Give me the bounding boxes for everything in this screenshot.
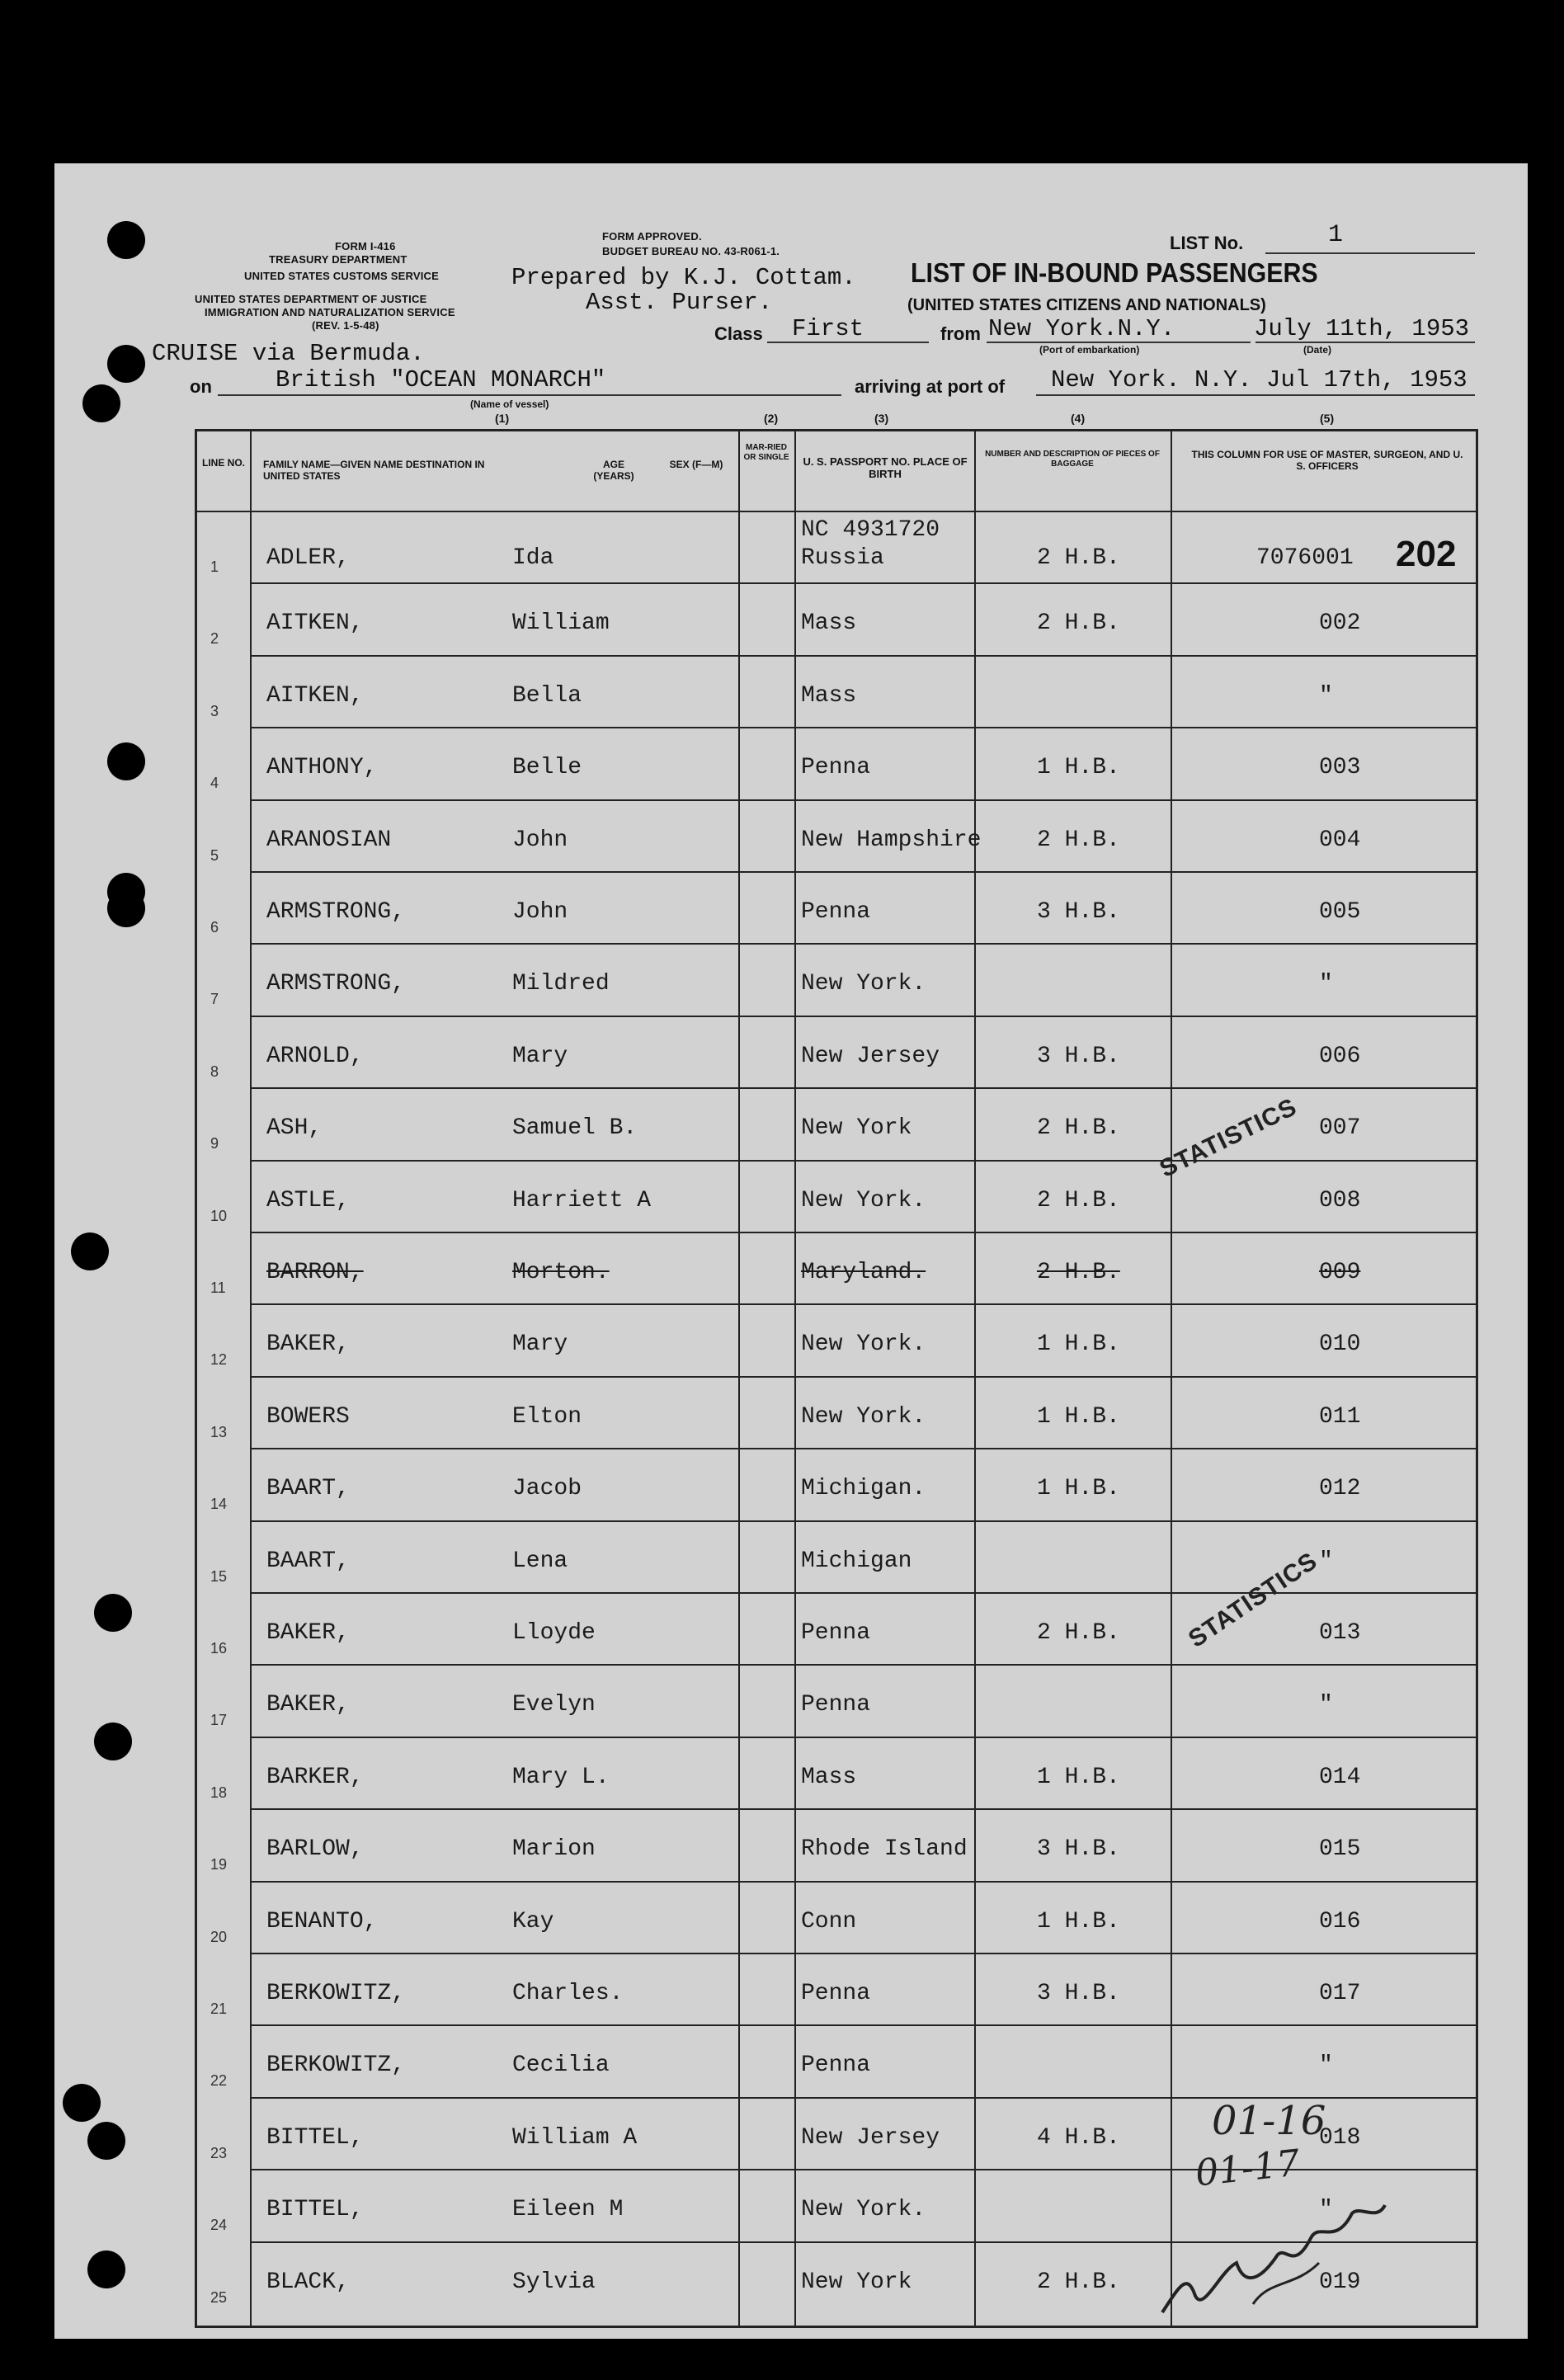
family-name: ARMSTRONG,	[266, 971, 406, 997]
punch-hole	[63, 2084, 101, 2122]
punch-hole	[107, 742, 145, 780]
statistics-stamp: STATISTICS	[1155, 1093, 1302, 1183]
baggage: 3 H.B.	[1037, 1043, 1120, 1069]
baggage: 1 H.B.	[1037, 1403, 1120, 1430]
place-of-birth: New York.	[801, 971, 926, 997]
given-name: Jacob	[512, 1476, 582, 1502]
place-of-birth: Maryland.	[801, 1260, 926, 1285]
port-caption: (Port of embarkation)	[1039, 344, 1140, 356]
table-row	[197, 1376, 1476, 1448]
given-name: Mildred	[512, 971, 610, 997]
line-number: 21	[210, 2001, 228, 2017]
punch-hole	[107, 345, 145, 383]
vessel-name: British "OCEAN MONARCH"	[276, 366, 606, 394]
table-row	[197, 582, 1476, 654]
family-name: BERKOWITZ,	[266, 2052, 406, 2079]
place-of-birth: New York.	[801, 1331, 926, 1358]
given-name: Marion	[512, 1836, 596, 1863]
rev-date: (REV. 1-5-48)	[312, 319, 379, 332]
officer-number: "	[1319, 682, 1333, 709]
table-row	[197, 1160, 1476, 1232]
passport-number: NC 4931720	[801, 517, 940, 543]
given-name: William	[512, 610, 610, 637]
line-number: 12	[210, 1351, 228, 1369]
officer-number: 003	[1319, 755, 1361, 781]
punch-hole	[82, 384, 120, 422]
list-subtitle: (UNITED STATES CITIZENS AND NATIONALS)	[907, 296, 1266, 314]
place-of-birth: Penna	[801, 899, 871, 925]
punch-hole	[94, 1723, 132, 1760]
col-sex: SEX (F—M)	[669, 459, 723, 470]
signature-scribble	[1154, 2172, 1401, 2329]
table-row	[197, 1232, 1476, 1303]
family-name: BAART,	[266, 1548, 350, 1574]
punch-hole	[107, 221, 145, 259]
given-name: Harriett A	[512, 1187, 652, 1214]
place-of-birth: New Hampshire	[801, 827, 982, 853]
place-of-birth: New York.	[801, 2197, 926, 2223]
officer-number: 015	[1319, 1836, 1361, 1863]
arriving-label: arriving at port of	[855, 376, 1006, 397]
form-number: FORM I-416	[335, 240, 396, 252]
place-of-birth: Penna	[801, 1692, 871, 1718]
family-name: ADLER,	[266, 545, 350, 571]
place-of-birth: Penna	[801, 755, 871, 781]
officer-number: 009	[1319, 1260, 1361, 1285]
table-row	[197, 1808, 1476, 1880]
place-of-birth: Russia	[801, 545, 884, 571]
table-row	[197, 1664, 1476, 1736]
line-number: 17	[210, 1712, 228, 1729]
family-name: BLACK,	[266, 2269, 350, 2295]
baggage: 3 H.B.	[1037, 1981, 1120, 2006]
date-caption: (Date)	[1303, 344, 1332, 356]
line-number: 13	[210, 1423, 228, 1440]
line-number: 15	[210, 1567, 228, 1585]
place-of-birth: Penna	[801, 1620, 871, 1646]
officer-number: 7076001	[1256, 545, 1354, 571]
from-date: July 11th, 1953	[1254, 315, 1470, 342]
officer-number: "	[1319, 1692, 1333, 1718]
officer-number: 010	[1319, 1331, 1361, 1358]
baggage: 1 H.B.	[1037, 1476, 1120, 1502]
given-name: Charles.	[512, 1981, 624, 2006]
officer-number: 008	[1319, 1187, 1361, 1214]
place-of-birth: Mass	[801, 610, 857, 637]
place-of-birth: Penna	[801, 2052, 871, 2079]
list-no-value: 1	[1328, 221, 1344, 249]
table-row	[197, 1448, 1476, 1520]
given-name: Kay	[512, 1908, 554, 1935]
line-number: 2	[210, 630, 219, 648]
officer-number: "	[1319, 971, 1333, 997]
officer-number: 012	[1319, 1476, 1361, 1502]
family-name: AITKEN,	[266, 682, 364, 709]
officer-number: 002	[1319, 610, 1361, 637]
table-row	[197, 511, 1476, 582]
given-name: Mary L.	[512, 1764, 610, 1790]
place-of-birth: Michigan	[801, 1548, 912, 1574]
baggage: 2 H.B.	[1037, 2269, 1120, 2295]
given-name: Cecilia	[512, 2052, 610, 2079]
line-number: 6	[210, 919, 219, 936]
line-number: 14	[210, 1496, 228, 1513]
family-name: BAKER,	[266, 1692, 350, 1718]
line-number: 23	[210, 2144, 228, 2161]
line-number: 4	[210, 775, 219, 792]
baggage: 1 H.B.	[1037, 1331, 1120, 1358]
given-name: John	[512, 899, 568, 925]
baggage: 1 H.B.	[1037, 755, 1120, 781]
class-value: First	[792, 315, 864, 342]
col-num-1: (1)	[495, 412, 510, 425]
officer-number: 017	[1319, 1981, 1361, 2006]
given-name: Evelyn	[512, 1692, 596, 1718]
baggage: 2 H.B.	[1037, 1187, 1120, 1214]
table-row	[197, 2024, 1476, 2096]
line-number: 24	[210, 2217, 228, 2234]
line-number: 18	[210, 1784, 228, 1801]
table-row	[197, 943, 1476, 1015]
col-num-5: (5)	[1320, 412, 1335, 425]
col-line-no: LINE NO.	[201, 457, 245, 469]
col-married: MAR-RIED OR SINGLE	[743, 443, 789, 462]
family-name: BARRON,	[266, 1260, 364, 1285]
cruise-route: CRUISE via Bermuda.	[152, 340, 425, 367]
given-name: Lena	[512, 1548, 568, 1574]
place-of-birth: Michigan.	[801, 1476, 926, 1502]
officer-number: 018	[1319, 2124, 1361, 2151]
line-number: 16	[210, 1640, 228, 1657]
place-of-birth: Penna	[801, 1981, 871, 2006]
place-of-birth: New Jersey	[801, 2124, 940, 2151]
family-name: BARLOW,	[266, 1836, 364, 1863]
place-of-birth: Conn	[801, 1908, 857, 1935]
baggage: 2 H.B.	[1037, 1260, 1120, 1285]
given-name: Belle	[512, 755, 582, 781]
family-name: BAKER,	[266, 1620, 350, 1646]
table-row	[197, 727, 1476, 799]
baggage: 4 H.B.	[1037, 2124, 1120, 2151]
place-of-birth: New York.	[801, 1187, 926, 1214]
dept-treasury: TREASURY DEPARTMENT	[269, 253, 407, 266]
family-name: ARNOLD,	[266, 1043, 364, 1069]
punch-hole	[71, 1232, 109, 1270]
col-name: FAMILY NAME—GIVEN NAME DESTINATION IN UNITED STATES	[263, 459, 485, 482]
line-number: 7	[210, 991, 219, 1008]
officer-number: 013	[1319, 1620, 1361, 1646]
place-of-birth: Mass	[801, 1764, 857, 1790]
given-name: Mary	[512, 1043, 568, 1069]
line-number: 20	[210, 1928, 228, 1945]
budget-bureau: BUDGET BUREAU NO. 43-R061-1.	[602, 245, 780, 257]
place-of-birth: New York	[801, 1115, 912, 1142]
on-label: on	[190, 376, 212, 397]
asst-purser: Asst. Purser.	[586, 289, 773, 316]
officer-number: 011	[1319, 1403, 1361, 1430]
line-number: 22	[210, 2072, 228, 2090]
baggage: 2 H.B.	[1037, 545, 1120, 571]
family-name: ASTLE,	[266, 1187, 350, 1214]
line-number: 11	[210, 1280, 226, 1296]
table-row	[197, 1737, 1476, 1808]
officer-number: 014	[1319, 1764, 1361, 1790]
class-label: Class	[714, 323, 763, 344]
table-row	[197, 799, 1476, 871]
arrival-port-date: New York. N.Y. Jul 17th, 1953	[1051, 366, 1467, 394]
given-name: William A	[512, 2124, 638, 2151]
line-number: 1	[210, 558, 219, 575]
family-name: AITKEN,	[266, 610, 364, 637]
table-row	[197, 1953, 1476, 2024]
family-name: ASH,	[266, 1115, 323, 1142]
given-name: Eileen M	[512, 2197, 624, 2223]
family-name: ANTHONY,	[266, 755, 378, 781]
officer-number: "	[1319, 2052, 1333, 2079]
place-of-birth: New Jersey	[801, 1043, 940, 1069]
baggage: 3 H.B.	[1037, 1836, 1120, 1863]
line-number: 25	[210, 2288, 228, 2306]
baggage: 1 H.B.	[1037, 1764, 1120, 1790]
dept-customs: UNITED STATES CUSTOMS SERVICE	[244, 270, 439, 282]
punch-hole	[107, 889, 145, 927]
dept-justice: UNITED STATES DEPARTMENT OF JUSTICE	[195, 293, 427, 305]
place-of-birth: New York	[801, 2269, 912, 2295]
place-of-birth: Rhode Island	[801, 1836, 968, 1863]
punch-hole	[94, 1594, 132, 1632]
officer-number: 019	[1319, 2269, 1361, 2295]
baggage: 2 H.B.	[1037, 610, 1120, 637]
col-baggage: NUMBER AND DESCRIPTION OF PIECES OF BAGGAGE	[985, 450, 1160, 469]
baggage: 3 H.B.	[1037, 899, 1120, 925]
given-name: Samuel B.	[512, 1115, 638, 1142]
officer-number: 005	[1319, 899, 1361, 925]
table-row	[197, 1016, 1476, 1087]
table-row	[197, 655, 1476, 727]
list-title: LIST OF IN-BOUND PASSENGERS	[911, 257, 1318, 288]
given-name: Lloyde	[512, 1620, 596, 1646]
baggage: 1 H.B.	[1037, 1908, 1120, 1935]
family-name: BAKER,	[266, 1331, 350, 1358]
table-row	[197, 1303, 1476, 1375]
page-stamp-number: 202	[1396, 534, 1457, 574]
handwritten-note: 01-17	[1193, 2142, 1303, 2195]
line-number: 3	[210, 702, 219, 719]
col-passport: U. S. PASSPORT NO. PLACE OF BIRTH	[803, 455, 968, 480]
col-num-3: (3)	[874, 412, 889, 425]
line-number: 5	[210, 846, 219, 864]
family-name: BERKOWITZ,	[266, 1981, 406, 2006]
line-number: 19	[210, 1856, 228, 1873]
officer-number: "	[1319, 2197, 1333, 2223]
family-name: ARANOSIAN	[266, 827, 392, 853]
table-row	[197, 1881, 1476, 1953]
officer-number: 007	[1319, 1115, 1361, 1142]
given-name: Bella	[512, 682, 582, 709]
family-name: BENANTO,	[266, 1908, 378, 1935]
place-of-birth: Mass	[801, 682, 857, 709]
vessel-caption: (Name of vessel)	[470, 398, 549, 410]
family-name: BARKER,	[266, 1764, 364, 1790]
table-row	[197, 871, 1476, 943]
punch-hole	[87, 2122, 125, 2160]
line-number: 10	[210, 1207, 228, 1224]
baggage: 2 H.B.	[1037, 827, 1120, 853]
baggage: 2 H.B.	[1037, 1115, 1120, 1142]
given-name: Ida	[512, 545, 554, 571]
form-approved: FORM APPROVED.	[602, 230, 702, 243]
family-name: BOWERS	[266, 1403, 350, 1430]
officer-number: "	[1319, 1548, 1333, 1574]
list-no-label: LIST No.	[1170, 233, 1244, 253]
col-age: AGE (YEARS)	[593, 459, 634, 482]
table-row	[197, 1592, 1476, 1664]
passenger-table	[195, 429, 1478, 2328]
from-port: New York.N.Y.	[988, 315, 1175, 342]
handwritten-note: 01-16	[1212, 2098, 1326, 2144]
punch-hole	[87, 2250, 125, 2288]
officer-number: 004	[1319, 827, 1361, 853]
dept-immigration: IMMIGRATION AND NATURALIZATION SERVICE	[205, 306, 455, 318]
place-of-birth: New York.	[801, 1403, 926, 1430]
col-officers: THIS COLUMN FOR USE OF MASTER, SURGEON, AND U. S. OFFICERS	[1191, 449, 1463, 472]
from-label: from	[940, 323, 981, 344]
given-name: Mary	[512, 1331, 568, 1358]
family-name: BITTEL,	[266, 2197, 364, 2223]
prepared-by: Prepared by K.J. Cottam.	[511, 264, 856, 291]
family-name: BAART,	[266, 1476, 350, 1502]
officer-number: 006	[1319, 1043, 1361, 1069]
line-number: 9	[210, 1135, 219, 1152]
given-name: John	[512, 827, 568, 853]
given-name: Sylvia	[512, 2269, 596, 2295]
col-num-2: (2)	[764, 412, 779, 425]
line-number: 8	[210, 1063, 219, 1080]
baggage: 2 H.B.	[1037, 1620, 1120, 1646]
family-name: ARMSTRONG,	[266, 899, 406, 925]
family-name: BITTEL,	[266, 2124, 364, 2151]
officer-number: 016	[1319, 1908, 1361, 1935]
given-name: Morton.	[512, 1260, 610, 1285]
statistics-stamp: STATISTICS	[1183, 1547, 1323, 1653]
col-num-4: (4)	[1071, 412, 1086, 425]
given-name: Elton	[512, 1403, 582, 1430]
